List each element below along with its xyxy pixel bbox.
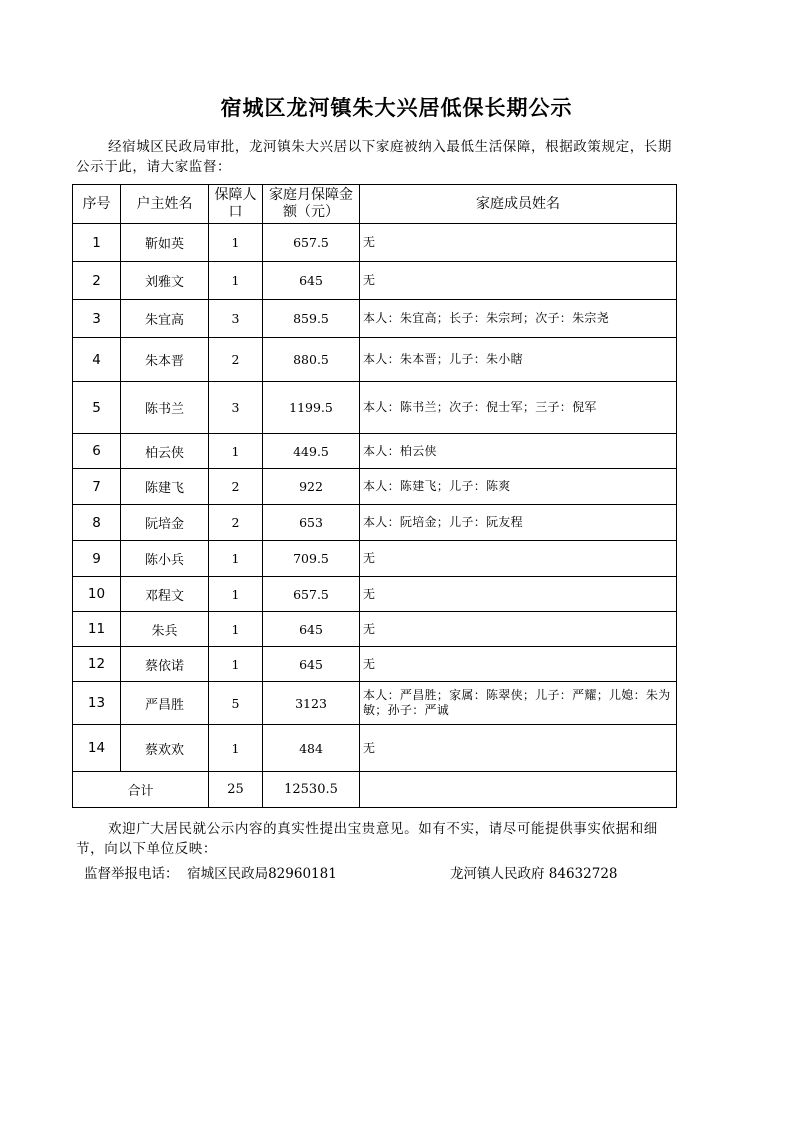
header-amount: 家庭月保障金额（元） [263,185,360,224]
row-index: 6 [73,434,121,469]
row-people-count: 2 [209,469,263,505]
table-row [73,382,677,434]
footer-note: 欢迎广大居民就公示内容的真实性提出宝贵意见。如有不实，请尽可能提供事实依据和细节，向以下单位反映： [76,821,658,857]
row-index: 8 [73,505,121,541]
row-people-count: 1 [209,577,263,612]
row-members: 本人：朱本晋；儿子：朱小瞎 [360,338,677,382]
total-people-count: 25 [209,772,263,808]
row-members: 无 [360,725,677,772]
table-row [73,262,677,300]
total-row [73,772,677,808]
row-amount: 449.5 [263,434,360,469]
row-head-name: 陈小兵 [121,541,209,577]
row-index: 10 [73,577,121,612]
row-amount: 922 [263,469,360,505]
row-index: 14 [73,725,121,772]
header-idx: 序号 [73,185,121,224]
table-row [73,300,677,338]
contact-town-government: 龙河镇人民政府 84632728 [450,866,618,882]
row-members: 无 [360,224,677,262]
row-head-name: 刘雅文 [121,262,209,300]
row-members: 本人：阮培金；儿子：阮友程 [360,505,677,541]
row-members: 本人：陈书兰；次子：倪士军；三子：倪军 [360,382,677,434]
total-members-empty [360,772,677,808]
row-amount: 645 [263,647,360,682]
table-body [73,224,677,808]
table-row [73,725,677,772]
row-index: 12 [73,647,121,682]
header-count: 保障人口 [209,185,263,224]
row-people-count: 3 [209,382,263,434]
row-head-name: 蔡依诺 [121,647,209,682]
row-head-name: 朱宜高 [121,300,209,338]
footer-contacts [84,862,618,882]
table-row [73,224,677,262]
row-amount: 3123 [263,682,360,725]
row-members: 无 [360,647,677,682]
table-row [73,505,677,541]
row-people-count: 1 [209,541,263,577]
row-head-name: 陈书兰 [121,382,209,434]
row-people-count: 5 [209,682,263,725]
row-members: 无 [360,612,677,647]
table-row [73,541,677,577]
row-amount: 484 [263,725,360,772]
table-row [73,682,677,725]
row-people-count: 2 [209,505,263,541]
row-head-name: 柏云侠 [121,434,209,469]
row-members: 本人：陈建飞；儿子：陈爽 [360,469,677,505]
row-index: 11 [73,612,121,647]
row-amount: 859.5 [263,300,360,338]
row-amount: 657.5 [263,224,360,262]
row-amount: 645 [263,262,360,300]
row-index: 7 [73,469,121,505]
row-head-name: 邓程文 [121,577,209,612]
row-people-count: 1 [209,612,263,647]
row-head-name: 蔡欢欢 [121,725,209,772]
row-index: 13 [73,682,121,725]
table-row [73,577,677,612]
subsidy-table [72,184,677,808]
table-row [73,469,677,505]
row-index: 9 [73,541,121,577]
row-head-name: 阮培金 [121,505,209,541]
total-amount: 12530.5 [263,772,360,808]
intro-paragraph: 经宿城区民政局审批，龙河镇朱大兴居以下家庭被纳入最低生活保障，根据政策规定，长期公示于此，请大家监督： [76,139,672,175]
table-row [73,338,677,382]
row-members: 无 [360,262,677,300]
table-header-row [73,185,677,224]
row-index: 2 [73,262,121,300]
row-head-name: 陈建飞 [121,469,209,505]
row-members: 无 [360,541,677,577]
table-row [73,434,677,469]
row-index: 5 [73,382,121,434]
row-people-count: 1 [209,262,263,300]
row-people-count: 1 [209,647,263,682]
row-amount: 709.5 [263,541,360,577]
row-head-name: 朱本晋 [121,338,209,382]
row-head-name: 靳如英 [121,224,209,262]
row-members: 本人：朱宜高；长子：朱宗珂；次子：朱宗尧 [360,300,677,338]
row-people-count: 1 [209,224,263,262]
page-title: 宿城区龙河镇朱大兴居低保长期公示 [220,95,573,120]
row-index: 1 [73,224,121,262]
row-people-count: 1 [209,725,263,772]
row-members: 本人：严昌胜；家属：陈翠侠；儿子：严耀；儿媳：朱为敏；孙子：严诚 [360,682,677,725]
row-people-count: 3 [209,300,263,338]
row-amount: 645 [263,612,360,647]
row-members: 本人：柏云侠 [360,434,677,469]
row-people-count: 1 [209,434,263,469]
row-head-name: 严昌胜 [121,682,209,725]
row-amount: 653 [263,505,360,541]
table-row [73,612,677,647]
row-amount: 657.5 [263,577,360,612]
row-head-name: 朱兵 [121,612,209,647]
row-amount: 1199.5 [263,382,360,434]
hotline-label: 监督举报电话： [84,866,179,882]
row-index: 4 [73,338,121,382]
table-row [73,647,677,682]
header-name: 户主姓名 [121,185,209,224]
row-members: 无 [360,577,677,612]
total-label: 合计 [73,772,209,808]
header-members: 家庭成员姓名 [360,185,677,224]
contact-civil-affairs: 宿城区民政局82960181 [187,866,337,882]
row-amount: 880.5 [263,338,360,382]
row-index: 3 [73,300,121,338]
row-people-count: 2 [209,338,263,382]
